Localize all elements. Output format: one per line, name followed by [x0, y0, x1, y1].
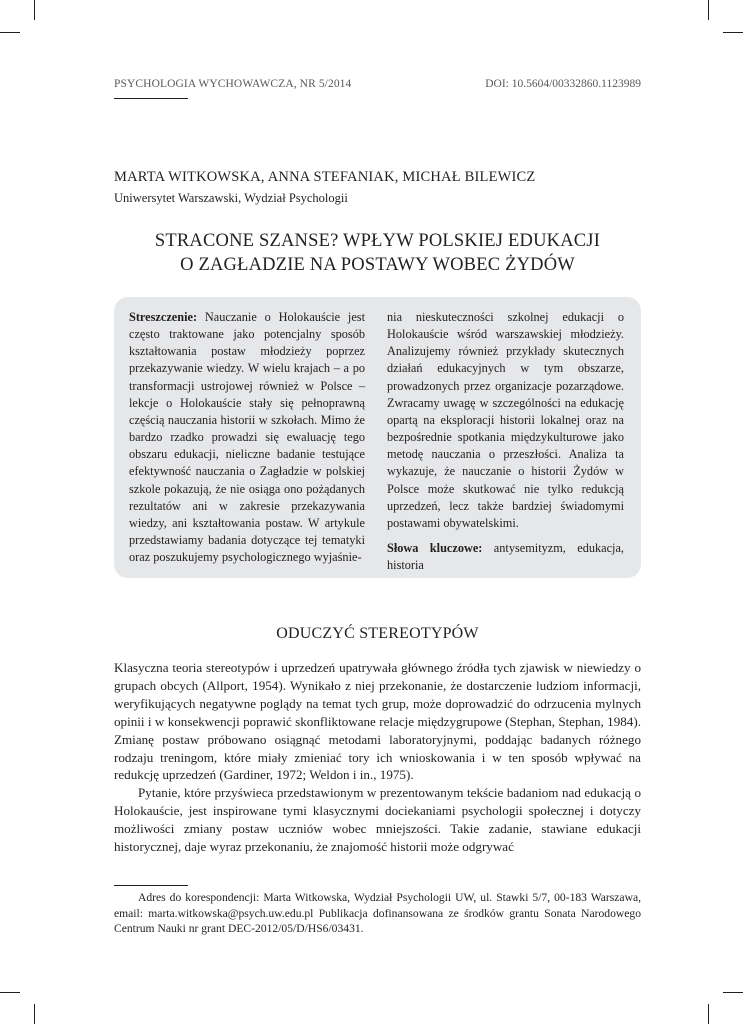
journal-name: PSYCHOLOGIA WYCHOWAWCZA, NR 5/2014 [114, 78, 352, 90]
paragraph: Pytanie, które przyświeca przedstawionym w prezentowanym tekście badaniom nad edukacją o Holokauście, jest inspirowane tymi klasycznymi dociekaniami psychologii społecznej i dotyczy możliwości zmiany postaw uczniów wobec mniejszości. Takie zadanie, stawiane edukacji historycznej, daje wyraz przekonaniu, że znajomość historii może odgrywać [114, 785, 641, 855]
abstract-text: nia nieskuteczności szkolnej edukacji o Holokauście wśród warszawskiej młodzieży. Analizujemy również przykłady skutecznych działań edukacyjnych w tym obszarze, prowadzonych przez organizacje pozarządowe. Zwracamy uwagę w szczególności na edukację opartą na eksploracji historii lokalnej oraz na bezpośrednie spotkania międzykulturowe jako metodę nauczania o przeszłości. Analiza ta wykazuje, że nauczanie o historii Żydów w Polsce może skutkować nie tylko redukcją uprzedzeń, lecz także bardziej świadomymi postawami obywatelskimi. [387, 310, 624, 530]
crop-mark [723, 32, 743, 33]
doi: DOI: 10.5604/00332860.1123989 [485, 78, 641, 90]
affiliation: Uniwersytet Warszawski, Wydział Psychologii [114, 191, 348, 205]
title-line: STRACONE SZANSE? WPŁYW POLSKIEJ EDUKACJI [154, 231, 601, 251]
running-header [114, 78, 641, 98]
crop-mark [0, 992, 20, 993]
footnote [114, 890, 641, 937]
abstract-column-left [129, 309, 365, 566]
body-text [114, 659, 641, 856]
section-heading: ODUCZYĆ STEREOTYPÓW [276, 625, 479, 642]
crop-mark [0, 32, 20, 33]
abstract-text: Nauczanie o Holokauście jest często traktowane jako potencjalny sposób kształtowania postaw młodzieży poprzez przekazywanie wiedzy. W wielu krajach – a po transformacji ustrojowej również w Polsce – lekcje o Holokauście stały się pełnoprawną częścią nauczania historii w szkołach. Mimo że bardzo rzadko prowadzi się ewaluację tego obszaru edukacji, nieliczne badanie testujące efektywność nauczania o Zagładzie w polskiej szkole pokazują, że nie osiąga ono pożądanych rezultatów ani w zakresie przekazywania wiedzy, ani kształtowania postaw. W artykule przedstawiamy badania dotyczące tej tematyki oraz poszukujemy psychologicznego wyjaśnie- [129, 310, 365, 565]
crop-mark [708, 1004, 709, 1024]
footnote-rule [114, 885, 188, 886]
authors: MARTA WITKOWSKA, ANNA STEFANIAK, MICHAŁ BILEWICZ [114, 169, 536, 185]
keywords [387, 540, 624, 574]
footnote-text: Adres do korespondencji: Marta Witkowska, Wydział Psychologii UW, ul. Stawki 5/7, 00-183 Warszawa, email: marta.witkowska@psych.uw.edu.pl Publikacja dofinansowana ze środków grantu Sonata Narodowego Centrum Nauki nr grant DEC-2012/05/D/HS6/03431. [114, 891, 641, 936]
crop-mark [34, 1004, 35, 1024]
header-rule [114, 98, 188, 99]
crop-mark [723, 992, 743, 993]
crop-mark [708, 0, 709, 20]
crop-mark [34, 0, 35, 20]
paragraph: Klasyczna teoria stereotypów i uprzedzeń upatrywała głównego źródła tych zjawisk w niewiedzy o grupach obcych (Allport, 1954). Wynikało z niej przekonanie, że dostarczenie ludziom informacji, weryfikujących negatywne poglądy na temat tych grup, może doprowadzić do odrzucenia mylnych opinii i w konsekwencji poprawić skonfliktowane relacje międzygrupowe (Stephan, Stephan, 1984). Zmianę postaw próbowano osiągnąć metodami laboratoryjnymi, poddając badanych różnego rodzaju treningom, które miały zmieniać tory ich wnioskowania i w ten sposób wpływać na redukcję uprzedzeń (Gardiner, 1972; Weldon i in., 1975). [114, 660, 641, 783]
abstract-label: Streszczenie: [129, 310, 198, 324]
title-line: O ZAGŁADZIE NA POSTAWY WOBEC ŻYDÓW [180, 255, 575, 275]
keywords-list: antysemityzm, edukacja, historia [387, 541, 624, 573]
abstract-column-right [387, 309, 624, 574]
paper-title [114, 229, 641, 277]
keywords-label: Słowa kluczowe: [387, 541, 483, 556]
